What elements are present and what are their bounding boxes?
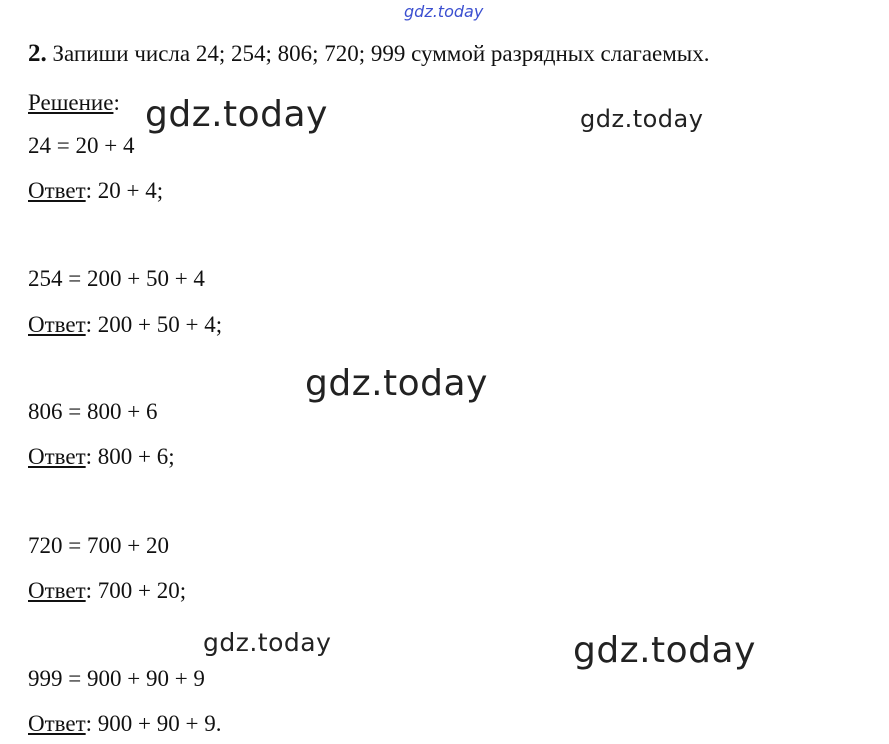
task-text: Запиши числа 24; 254; 806; 720; 999 суммой разрядных слагаемых. bbox=[52, 41, 710, 66]
answer-1 bbox=[28, 177, 163, 205]
answer-3 bbox=[28, 443, 175, 471]
answer-label: Ответ bbox=[28, 711, 86, 736]
solution-label: Решение bbox=[28, 90, 114, 115]
solution-heading bbox=[28, 89, 120, 117]
equation-1: 24 = 20 + 4 bbox=[28, 133, 135, 158]
answer-value: : 700 + 20; bbox=[85, 578, 187, 603]
watermark: gdz.today bbox=[573, 630, 756, 671]
equation-2: 254 = 200 + 50 + 4 bbox=[28, 266, 205, 291]
answer-2 bbox=[28, 311, 222, 339]
task-statement bbox=[28, 40, 710, 68]
watermark: gdz.today bbox=[145, 94, 328, 135]
task-number: 2. bbox=[28, 40, 47, 67]
answer-value: : 800 + 6; bbox=[85, 444, 175, 469]
equation-3: 806 = 800 + 6 bbox=[28, 399, 158, 424]
watermark: gdz.today bbox=[580, 105, 704, 133]
equation-5: 999 = 900 + 90 + 9 bbox=[28, 666, 205, 691]
answer-value: : 20 + 4; bbox=[85, 178, 164, 203]
answer-label: Ответ bbox=[28, 178, 86, 203]
equation-4: 720 = 700 + 20 bbox=[28, 533, 169, 558]
answer-label: Ответ bbox=[28, 578, 86, 603]
solution-colon: : bbox=[113, 90, 120, 115]
answer-value: : 200 + 50 + 4; bbox=[85, 312, 223, 337]
answer-label: Ответ bbox=[28, 312, 86, 337]
watermark: gdz.today bbox=[305, 363, 488, 404]
answer-label: Ответ bbox=[28, 444, 86, 469]
answer-value: : 900 + 90 + 9. bbox=[85, 711, 222, 736]
watermark: gdz.today bbox=[203, 628, 332, 657]
watermark-top: gdz.today bbox=[404, 2, 484, 21]
answer-5 bbox=[28, 710, 222, 738]
answer-4 bbox=[28, 577, 186, 605]
